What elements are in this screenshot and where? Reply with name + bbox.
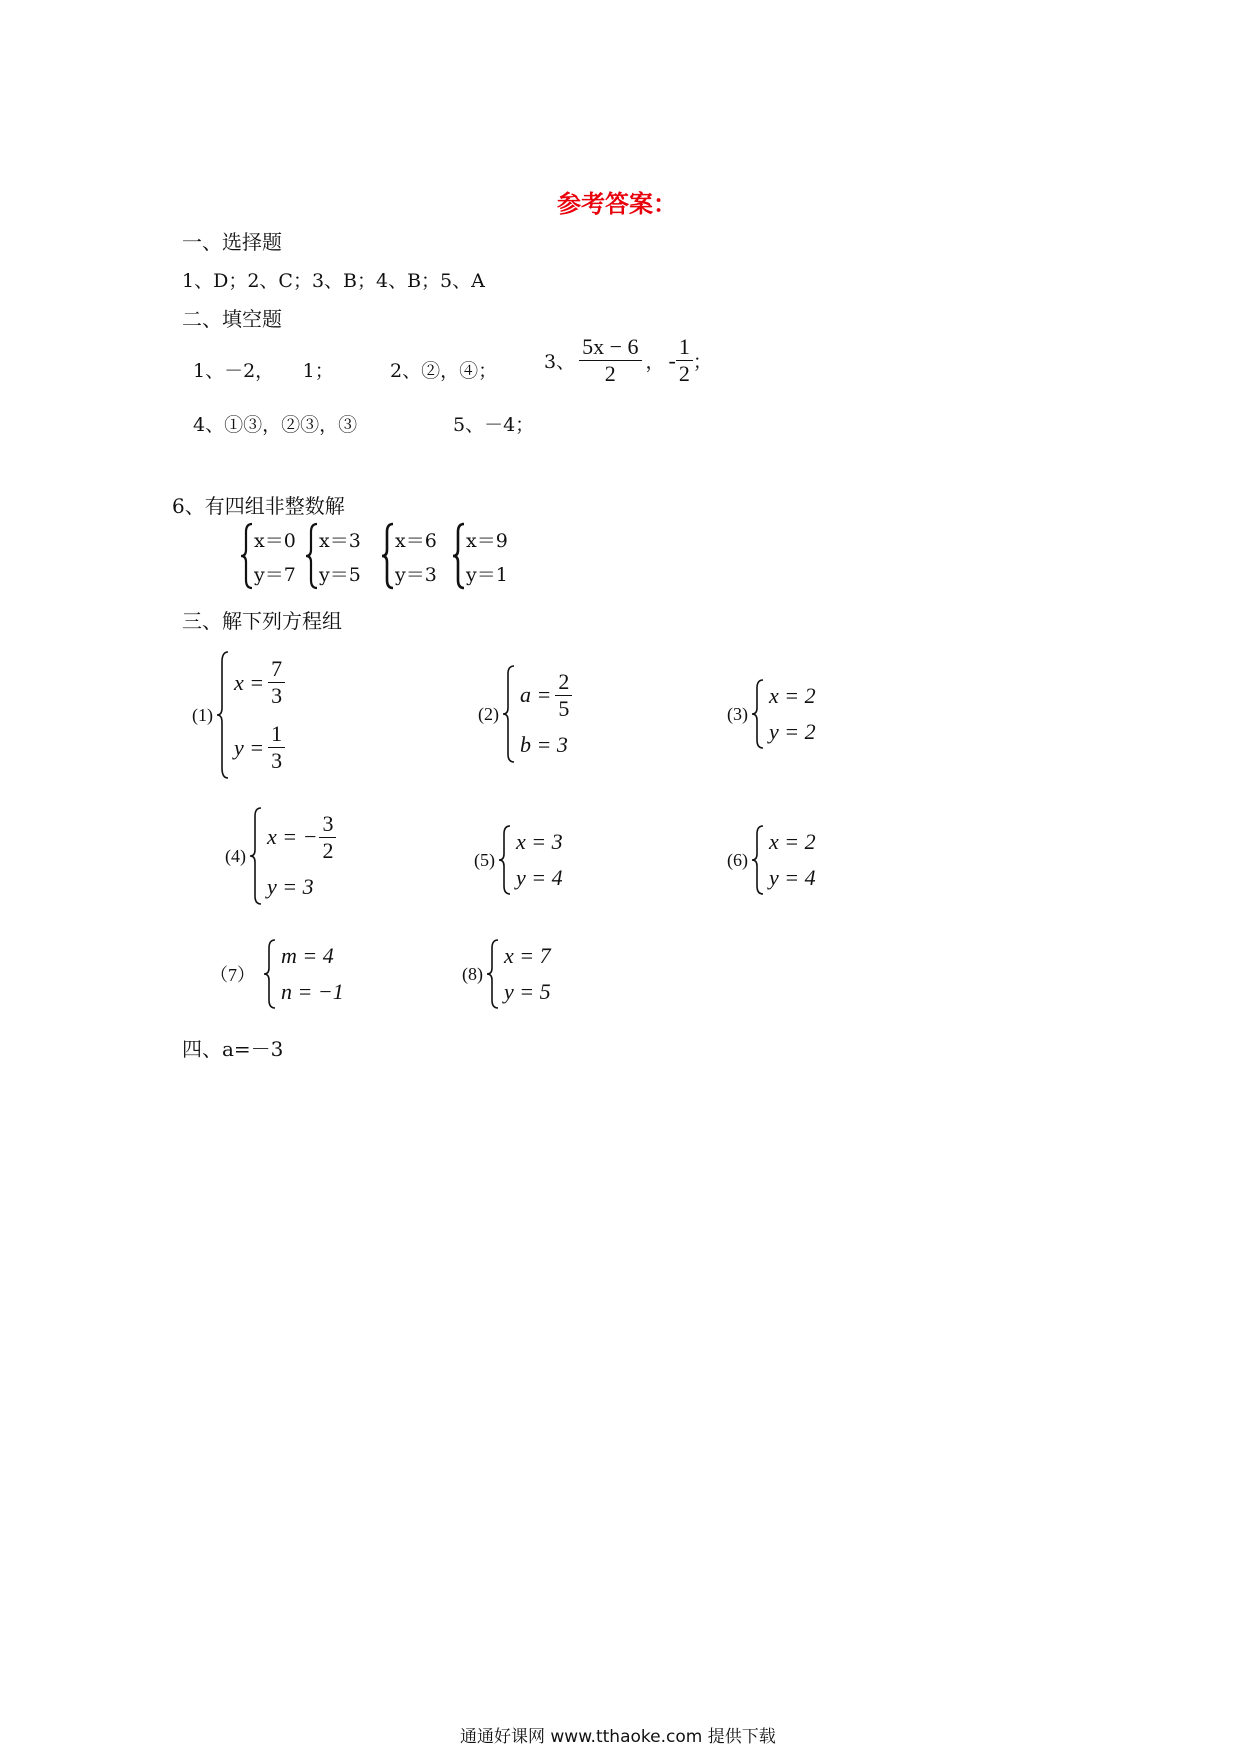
equation-line: y = 2 bbox=[769, 719, 816, 744]
fraction-denominator: 3 bbox=[271, 683, 283, 708]
equation-line: x = 2 bbox=[769, 829, 816, 854]
left-brace bbox=[381, 522, 395, 590]
fraction-3-over-2 bbox=[319, 812, 336, 863]
system-2 bbox=[478, 664, 572, 764]
section-four-answer: 四、a=－3 bbox=[182, 1037, 284, 1061]
fraction-numerator: 1 bbox=[268, 722, 285, 748]
equation-lhs: a = bbox=[520, 682, 552, 708]
fill-answer-3-label: 3、 bbox=[544, 351, 576, 374]
equation-line: x = 3 bbox=[516, 829, 563, 854]
fraction-numerator: 7 bbox=[268, 657, 285, 683]
fraction-1-over-2 bbox=[676, 335, 693, 386]
fraction-numerator: 1 bbox=[676, 335, 693, 361]
fill-answer-3-minus: - bbox=[668, 347, 676, 373]
system-label: （7） bbox=[210, 965, 255, 985]
system-label: (8) bbox=[462, 963, 483, 984]
solution-set-2 bbox=[305, 522, 361, 590]
choice-answers: 1、D；2、C；3、B；4、B；5、A bbox=[182, 270, 485, 292]
page-footer: 通通好课网 www.tthaoke.com 提供下载 bbox=[460, 1727, 776, 1747]
equation-line: y = 5 bbox=[504, 979, 551, 1004]
equation-lhs: x = bbox=[234, 669, 265, 695]
fraction-denominator: 2 bbox=[322, 837, 334, 863]
system-label: (3) bbox=[727, 703, 748, 724]
system-label: (6) bbox=[727, 849, 748, 870]
solution-y: y＝1 bbox=[466, 563, 508, 586]
left-brace bbox=[263, 938, 277, 1010]
solution-y: y＝3 bbox=[395, 563, 437, 586]
left-brace bbox=[240, 522, 254, 590]
fraction-numerator: 5x − 6 bbox=[579, 335, 641, 361]
fraction-denominator: 5 bbox=[558, 695, 570, 721]
fraction-2-over-5 bbox=[555, 670, 572, 721]
solution-y: y＝7 bbox=[254, 563, 296, 586]
fill-answer-3-sep: ， bbox=[645, 351, 665, 374]
solution-x: x＝0 bbox=[254, 529, 296, 552]
left-brace bbox=[486, 938, 500, 1010]
solution-x: x＝3 bbox=[319, 529, 361, 552]
fraction-denominator: 2 bbox=[604, 361, 616, 387]
section-systems-heading: 三、解下列方程组 bbox=[182, 609, 342, 633]
solution-set-1 bbox=[240, 522, 296, 590]
left-brace bbox=[751, 678, 765, 750]
fraction-7-over-3 bbox=[268, 657, 285, 708]
system-3 bbox=[727, 678, 816, 750]
solution-set-3 bbox=[381, 522, 437, 590]
left-brace bbox=[305, 522, 319, 590]
section-fill-heading: 二、填空题 bbox=[182, 307, 282, 331]
system-label: (2) bbox=[478, 703, 499, 724]
system-4 bbox=[225, 806, 336, 906]
equation-line: x = 2 bbox=[769, 683, 816, 708]
fraction-denominator: 2 bbox=[678, 361, 690, 387]
left-brace bbox=[751, 824, 765, 896]
solution-set-4 bbox=[452, 522, 508, 590]
left-brace bbox=[249, 806, 263, 906]
equation-line: x = 7 bbox=[504, 943, 551, 968]
left-brace bbox=[502, 664, 516, 764]
fill-answer-5: 5、－4； bbox=[453, 414, 535, 436]
equation-line: y = 4 bbox=[516, 865, 563, 890]
solution-y: y＝5 bbox=[319, 563, 361, 586]
fraction-denominator: 3 bbox=[271, 748, 283, 773]
equation-line: b = 3 bbox=[520, 732, 568, 758]
system-7 bbox=[210, 938, 344, 1010]
fraction-numerator: 2 bbox=[555, 670, 572, 696]
system-label: (5) bbox=[474, 849, 495, 870]
fill-answer-3-end: ； bbox=[692, 351, 712, 374]
system-6 bbox=[727, 824, 816, 896]
equation-line: m = 4 bbox=[281, 943, 334, 968]
section-choice-heading: 一、选择题 bbox=[182, 230, 282, 254]
fill-answer-6: 6、有四组非整数解 bbox=[172, 494, 345, 518]
system-5 bbox=[474, 824, 563, 896]
fraction-numerator: 3 bbox=[319, 812, 336, 838]
system-8 bbox=[462, 938, 551, 1010]
left-brace bbox=[498, 824, 512, 896]
page-title: 参考答案： bbox=[557, 190, 677, 218]
system-label: (1) bbox=[192, 704, 213, 725]
fill-answer-3 bbox=[544, 335, 712, 386]
solution-x: x＝9 bbox=[466, 529, 508, 552]
equation-lhs: y = bbox=[234, 734, 265, 760]
system-label: (4) bbox=[225, 845, 246, 866]
solution-x: x＝6 bbox=[395, 529, 437, 552]
left-brace bbox=[452, 522, 466, 590]
fill-answer-4: 4、①③，②③，③ bbox=[193, 414, 358, 436]
system-1 bbox=[192, 650, 285, 780]
equation-line: n = −1 bbox=[281, 979, 344, 1004]
fill-answer-2: 2、②，④； bbox=[390, 360, 498, 382]
fraction-1-over-3 bbox=[268, 722, 285, 773]
equation-line: y = 4 bbox=[769, 865, 816, 890]
equation-lhs: x = − bbox=[267, 824, 318, 850]
equation-line: y = 3 bbox=[267, 874, 314, 900]
fill-answer-1: 1、－2， 1； bbox=[193, 360, 334, 382]
fraction-5x-6-over-2 bbox=[579, 335, 641, 386]
left-brace bbox=[216, 650, 230, 780]
